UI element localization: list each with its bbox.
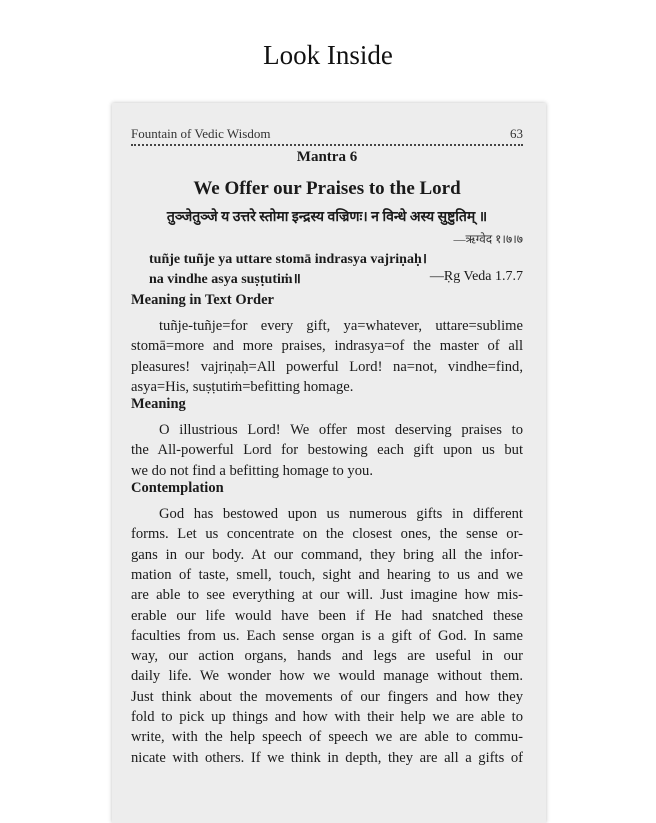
paragraph-line: faculties from us. Each sense organ is a gift of God. In same (131, 627, 523, 644)
mantra-number: Mantra 6 (296, 149, 358, 165)
paragraph-line: fold to pick up things and how with their help we are able to (131, 709, 523, 725)
paragraph-line: nicate with others. If we think in depth, they are all a gifts of (131, 749, 523, 766)
paragraph-line: daily life. We wonder how we would manage without them. (131, 668, 523, 685)
paragraph-line: erable our life would have been if He had snatched these (131, 607, 523, 624)
paragraph-line: the All-powerful Lord for bestowing each gift upon us but (131, 442, 523, 459)
paragraph-line: write, with the help speech of speech we are able to commu- (131, 729, 523, 746)
transliteration-text: na vindhe asya suṣṭutiṁ॥ (149, 272, 301, 287)
transliteration-line: tuñje tuñje ya uttare stomā indrasya vajriṇaḥ। (149, 252, 428, 267)
paragraph-line: stomā=more and more praises, indrasya=of the master of all (131, 338, 523, 355)
section-heading: Contemplation (131, 480, 224, 496)
transliteration-line (149, 269, 523, 288)
book-page (112, 103, 546, 823)
paragraph-line: O illustrious Lord! We offer most deserving praises to (159, 422, 523, 438)
verse-citation: —Ṛg Veda 1.7.7 (429, 269, 523, 284)
paragraph-line: gans in our body. At our command, they bring all the infor- (131, 546, 523, 563)
sanskrit-verse: तुञ्जेतुञ्जे य उत्तरे स्तोमा इन्द्रस्य वज्रिणः। न विन्धे अस्य सुष्टुतिम् ॥ (166, 210, 488, 225)
paragraph-line: we do not find a befitting homage to you. (131, 462, 373, 479)
header-divider (131, 144, 523, 146)
paragraph-line: way, our action organs, hands and legs are useful in our (131, 648, 523, 665)
paragraph-line: asya=His, suṣṭutiṁ=befitting homage. (131, 378, 354, 395)
paragraph-line: tuñje-tuñje=for every gift, ya=whatever, uttare=sublime (159, 318, 523, 334)
paragraph-line: mation of taste, smell, touch, sight and hearing to us and we (131, 566, 523, 583)
section-heading: Meaning in Text Order (131, 292, 274, 308)
paragraph-line: forms. Let us concentrate on the closest ones, the sense or- (131, 526, 523, 543)
paragraph-line: are able to see everything at our will. Just imagine how mis- (131, 587, 523, 604)
paragraph-line: pleasures! vajriṇaḥ=All powerful Lord! na=not, vindhe=find, (131, 358, 523, 375)
chapter-heading: We Offer our Praises to the Lord (193, 178, 461, 199)
paragraph-line: Just think about the movements of our fingers and how they (131, 688, 523, 705)
look-inside-title: Look Inside (263, 40, 393, 70)
sanskrit-citation: —ऋग्वेद १।७।७ (453, 232, 523, 246)
paragraph-line: God has bestowed upon us numerous gifts in different (159, 506, 523, 522)
book-title: Fountain of Vedic Wisdom (131, 126, 271, 141)
running-header (131, 126, 523, 142)
section-heading: Meaning (131, 396, 186, 412)
page-number: 63 (510, 126, 523, 141)
